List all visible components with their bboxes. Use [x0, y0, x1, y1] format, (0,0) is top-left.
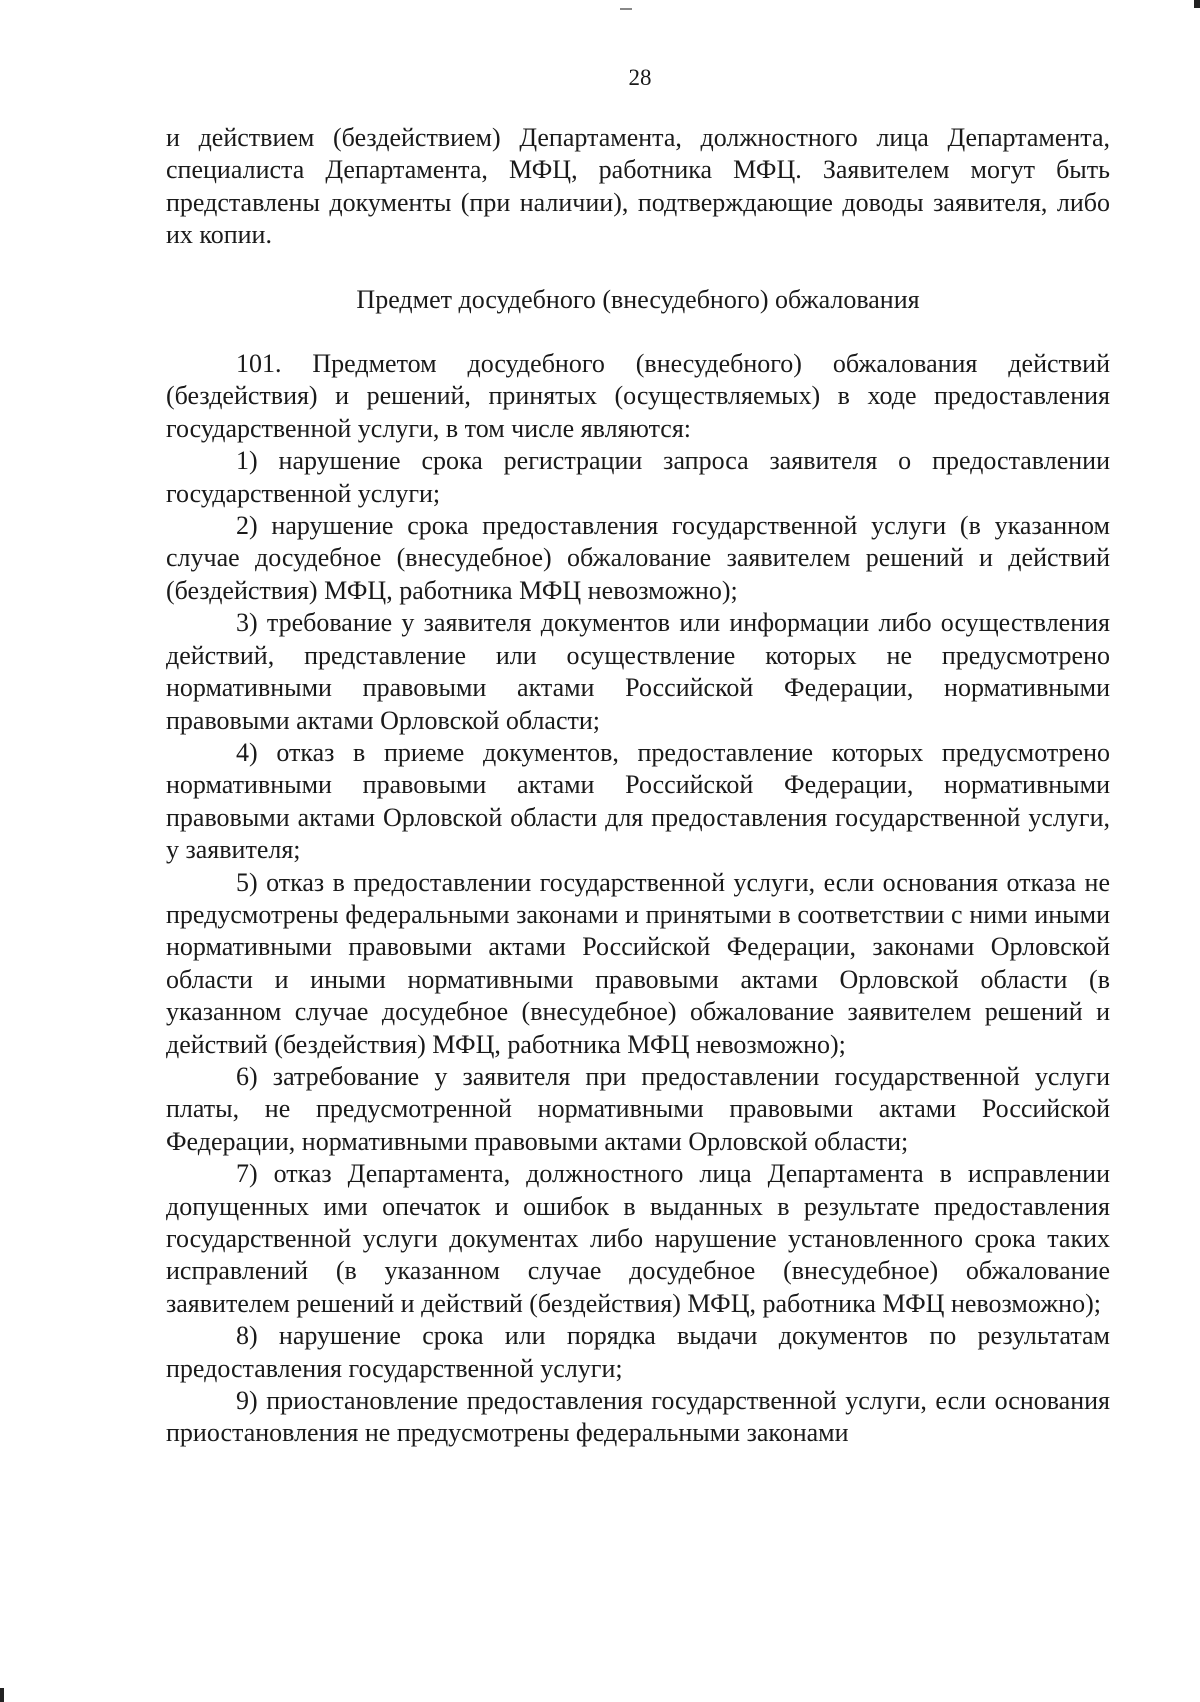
paragraph-101: 101. Предметом досудебного (внесудебного) обжалования действий (бездействия) и решений, принятых (осуществляемых) в ходе предоставления государственной услуги, в том числе являются: [166, 349, 1110, 443]
scan-mark [1194, 0, 1200, 8]
list-item-2: 2) нарушение срока предоставления государственной услуги (в указанном случае досудебное (внесудебное) обжалование заявителем решений и действий (бездействия) МФЦ, работника МФЦ невозможно); [166, 511, 1110, 605]
list-item-7: 7) отказ Департамента, должностного лица Департамента в исправлении допущенных ими опечаток и ошибок в выданных в результате предоставления государственной услуги документах либо нарушение установленного срока таких исправлений (в указанном случае досудебное (внесудебное) обжалование заявителем решений и действий (бездействия) МФЦ, работника МФЦ невозможно); [166, 1159, 1110, 1318]
scan-mark [620, 8, 632, 10]
list-item-4: 4) отказ в приеме документов, предоставление которых предусмотрено нормативными правовыми актами Российской Федерации, нормативными правовыми актами Орловской области для предоставления государственной услуги, у заявителя; [166, 737, 1110, 865]
list-item-1: 1) нарушение срока регистрации запроса заявителя о предоставлении государственной услуги; [166, 446, 1110, 508]
list-item-5: 5) отказ в предоставлении государственной услуги, если основания отказа не предусмотрены федеральными законами и принятыми в соответствии с ними иными нормативными правовыми актами Российской Федерации, законами Орловской области и иными нормативными правовыми актами Орловской области (в указанном случае досудебное (внесудебное) обжалование заявителем решений и действий (бездействия) МФЦ, работника МФЦ невозможно); [166, 867, 1110, 1059]
list-item-3: 3) требование у заявителя документов или информации либо осуществления действий, представление или осуществление которых не предусмотрено нормативными правовыми актами Российской Федерации, нормативными правовыми актами Орловской области; [166, 608, 1110, 735]
page-number: 28 [628, 65, 652, 90]
paragraph-continuation: и действием (бездействием) Департамента, должностного лица Департамента, специалиста Департамента, МФЦ, работника МФЦ. Заявителем могут быть представлены документы (при наличии), подтверждающие доводы заявителя, либо их копии. [166, 123, 1110, 250]
list-item-6: 6) затребование у заявителя при предоставлении государственной услуги платы, не предусмотренной нормативными правовыми актами Российской Федерации, нормативными правовыми актами Орловской области; [166, 1061, 1110, 1156]
section-title: Предмет досудебного (внесудебного) обжалования [356, 284, 920, 314]
scan-mark [0, 1688, 4, 1702]
list-item-9: 9) приостановление предоставления государственной услуги, если основания приостановления не предусмотрены федеральными законами [166, 1386, 1110, 1448]
document-body [166, 122, 1110, 1450]
list-item-8: 8) нарушение срока или порядка выдачи документов по результатам предоставления государственной услуги; [166, 1321, 1110, 1383]
